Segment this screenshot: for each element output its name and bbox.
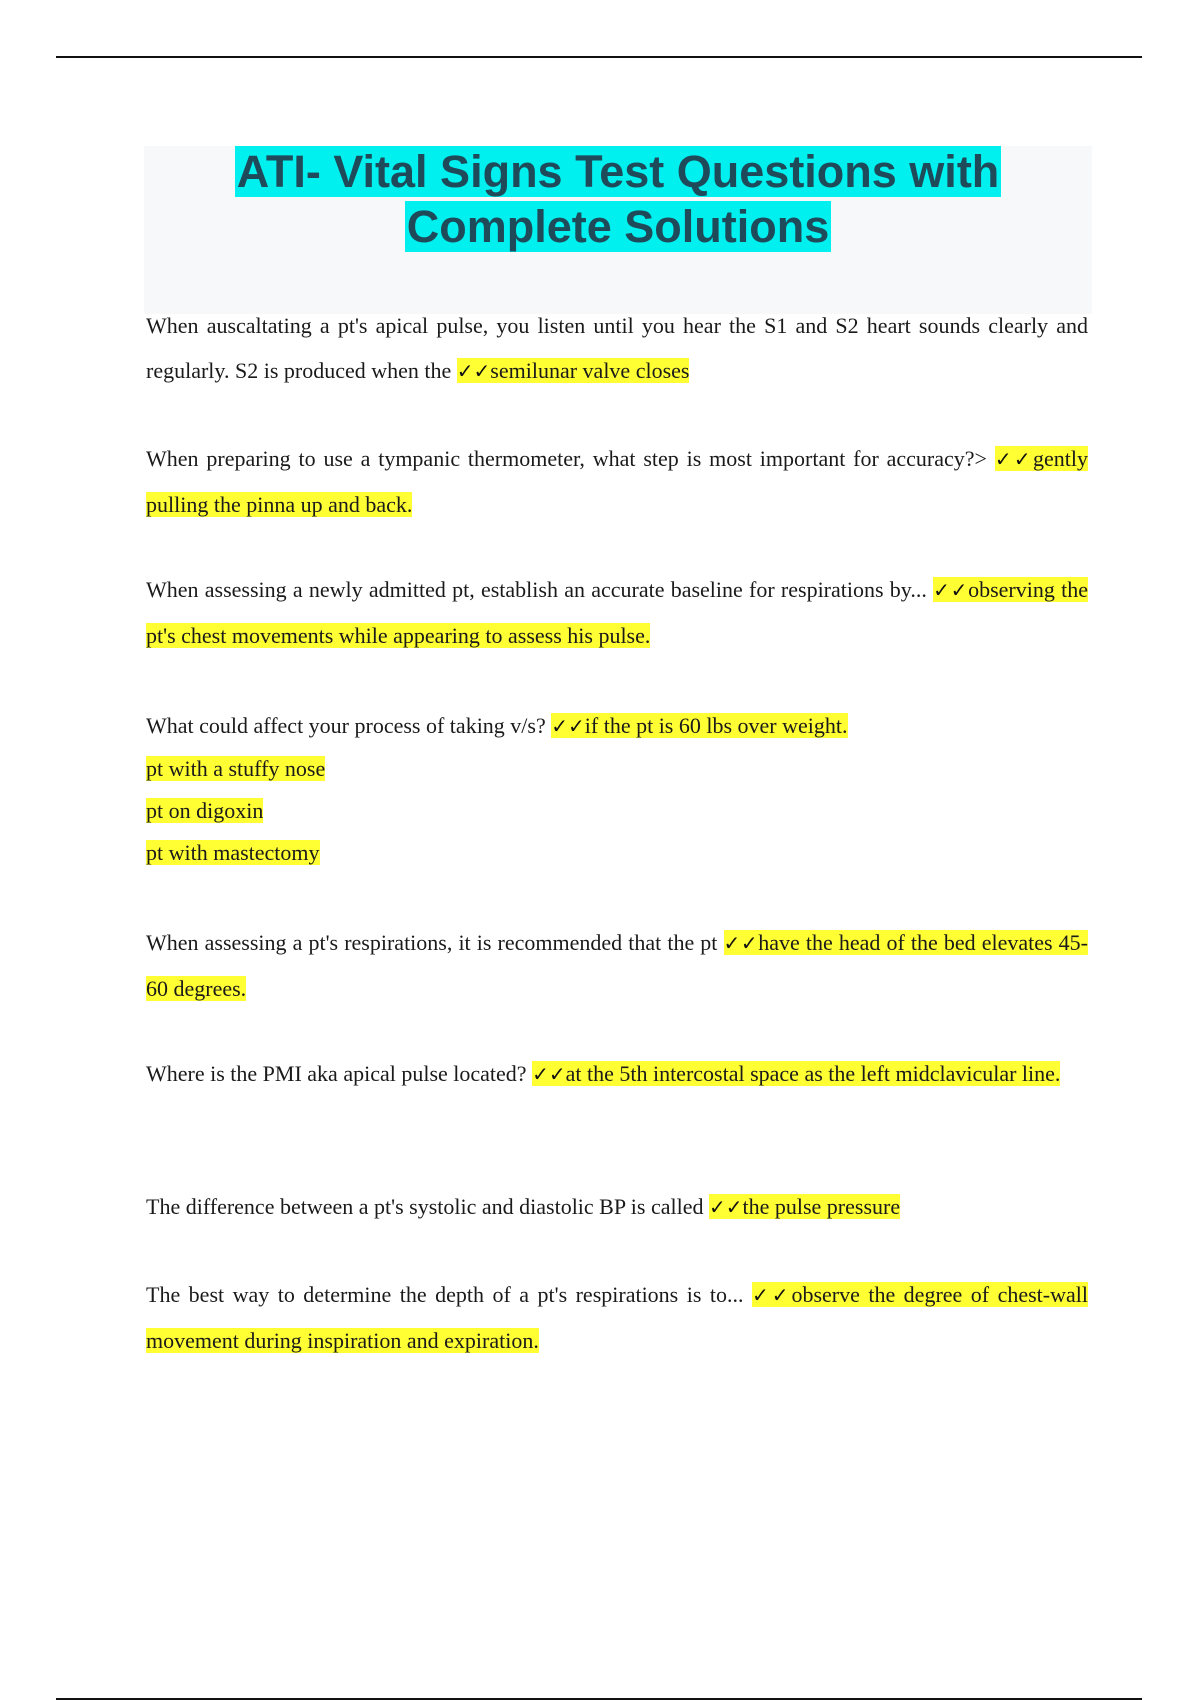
- qa-item-8: [146, 1272, 1088, 1363]
- title-line-1: ATI- Vital Signs Test Questions with: [236, 146, 1000, 197]
- answer-text: observe the degree of chest-wall movement during inspiration and expiration.: [146, 1282, 1088, 1353]
- question-text: When auscaltating a pt's apical pulse, you listen until you hear the S1 and S2 heart sounds clearly and regularly. S2 is produced when the: [146, 313, 1088, 383]
- extra-answer-1: pt with a stuffy nose: [146, 756, 326, 781]
- question-text: The difference between a pt's systolic and diastolic BP is called: [146, 1194, 709, 1219]
- double-check-icon: ✓✓: [532, 1062, 566, 1086]
- question-text: Where is the PMI aka apical pulse located?: [146, 1061, 533, 1086]
- answer-text: semilunar valve closes: [490, 358, 690, 383]
- answer-text: observing the pt's chest movements while appearing to assess his pulse.: [146, 577, 1088, 648]
- title-line-2: Complete Solutions: [406, 201, 830, 252]
- answer-text: have the head of the bed elevates 45-60 degrees.: [146, 930, 1089, 1001]
- header-rule: [56, 56, 1142, 58]
- double-check-icon: ✓✓: [751, 1283, 792, 1307]
- qa-item-4: [146, 703, 1088, 749]
- qa-item-7: [146, 1184, 1088, 1230]
- question-text: When assessing a newly admitted pt, establish an accurate baseline for respirations by...: [146, 577, 934, 602]
- answer-text: gently pulling the pinna up and back.: [146, 446, 1089, 517]
- question-text: When preparing to use a tympanic thermometer, what step is most important for accuracy?>: [146, 446, 995, 471]
- qa-item-2: [146, 436, 1088, 527]
- answer-text: at the 5th intercostal space as the left midclavicular line.: [565, 1061, 1061, 1086]
- qa-item-3: [146, 567, 1088, 658]
- double-check-icon: ✓✓: [723, 931, 759, 955]
- qa-item-5: [146, 920, 1088, 1011]
- answer-highlight: [532, 1061, 1060, 1086]
- document-title: [144, 144, 1092, 254]
- answer-highlight: [709, 1194, 900, 1219]
- question-text: When assessing a pt's respirations, it is recommended that the pt: [146, 930, 724, 955]
- qa-item-6: [146, 1051, 1088, 1097]
- question-text: What could affect your process of taking v/s?: [146, 713, 552, 738]
- answer-highlight: [551, 713, 847, 738]
- answer-text: the pulse pressure: [742, 1194, 901, 1219]
- answer-highlight: [457, 358, 690, 383]
- double-check-icon: ✓✓: [551, 714, 585, 738]
- double-check-icon: ✓✓: [994, 447, 1034, 471]
- answer-text: if the pt is 60 lbs over weight.: [584, 713, 848, 738]
- double-check-icon: ✓✓: [933, 578, 969, 602]
- qa-item-1: [146, 303, 1088, 394]
- question-text: The best way to determine the depth of a pt's respirations is to...: [146, 1282, 752, 1307]
- extra-answer-3: pt with mastectomy: [146, 840, 320, 865]
- extra-answer-2: pt on digoxin: [146, 798, 264, 823]
- double-check-icon: ✓✓: [456, 359, 491, 383]
- double-check-icon: ✓✓: [708, 1195, 743, 1219]
